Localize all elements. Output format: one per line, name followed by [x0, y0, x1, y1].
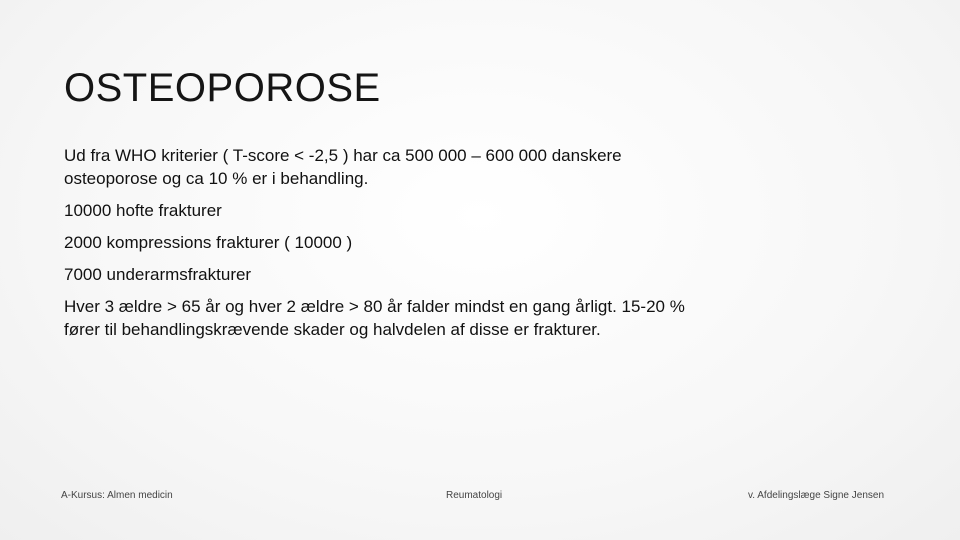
- footer-course: A-Kursus: Almen medicin: [61, 490, 173, 501]
- slide-title: OSTEOPOROSE: [64, 66, 381, 110]
- paragraph-forearm-fractures: [64, 263, 784, 286]
- paragraph-line: fører til behandlingskrævende skader og halvdelen af disse er frakturer.: [64, 320, 601, 339]
- footer-presenter: v. Afdelingslæge Signe Jensen: [748, 490, 885, 501]
- paragraph-compression-fractures: [64, 231, 784, 254]
- paragraph-line: Ud fra WHO kriterier ( T-score < -2,5 ) har ca 500 000 – 600 000 danskere: [64, 146, 622, 165]
- paragraph-line: 10000 hofte frakturer: [64, 201, 222, 220]
- paragraph-line: osteoporose og ca 10 % er i behandling.: [64, 169, 369, 188]
- paragraph-hip-fractures: [64, 199, 784, 222]
- paragraph-line: 2000 kompressions frakturer ( 10000 ): [64, 233, 353, 252]
- footer-topic: Reumatologi: [446, 490, 503, 501]
- paragraph-line: Hver 3 ældre > 65 år og hver 2 ældre > 80 år falder mindst en gang årligt. 15-20 %: [64, 297, 685, 316]
- paragraph-who-criteria: [64, 144, 784, 190]
- paragraph-line: 7000 underarmsfrakturer: [64, 265, 252, 284]
- paragraph-falls: [64, 295, 784, 341]
- slide-body: [64, 144, 784, 350]
